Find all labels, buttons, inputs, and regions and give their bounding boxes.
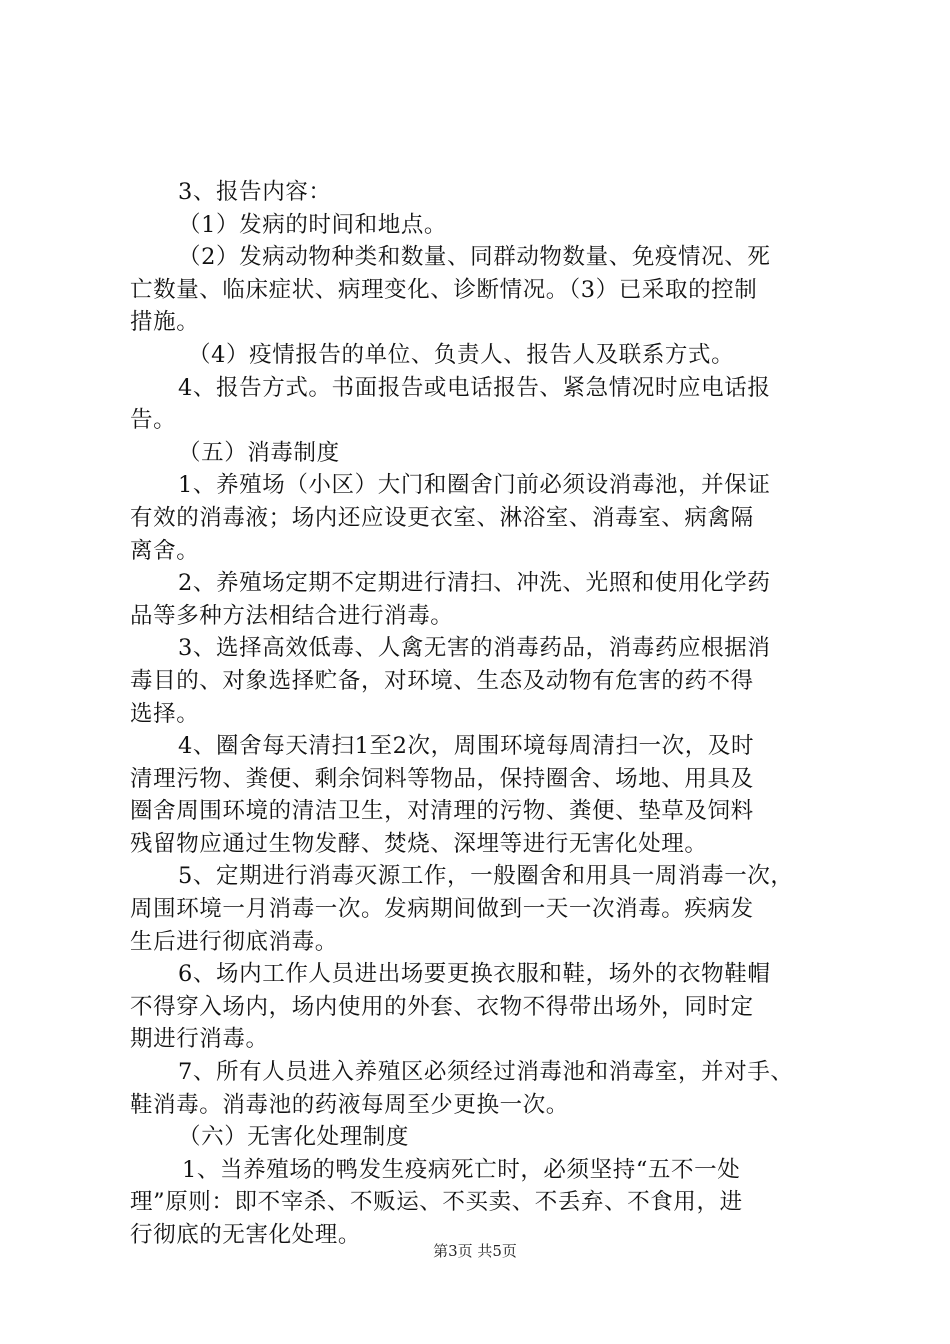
text-line: （五）消毒制度 [178,439,340,466]
text-line: 5、定期进行消毒灭源工作，一般圈舍和用具一周消毒一次， [178,863,794,890]
text-line: 7、所有人员进入养殖区必须经过消毒池和消毒室，并对手、 [178,1059,794,1086]
text-line: 1、当养殖场的鸭发生疫病死亡时，必须坚持“五不一处 [182,1156,741,1183]
text-line: 品等多种方法相结合进行消毒。 [130,602,454,629]
text-line: 毒目的、对象选择贮备，对环境、生态及动物有危害的药不得 [130,667,754,694]
text-line: 鞋消毒。消毒池的药液每周至少更换一次。 [130,1091,569,1118]
text-line: 清理污物、粪便、剩余饲料等物品，保持圈舍、场地、用具及 [130,765,754,792]
text-line: 理”原则：即不宰杀、不贩运、不买卖、不丢弃、不食用，进 [130,1189,743,1216]
text-line: 4、报告方式。书面报告或电话报告、紧急情况时应电话报 [178,374,771,401]
text-line: 3、选择高效低毒、人禽无害的消毒药品，消毒药应根据消 [178,635,771,662]
page-footer: 第3页 共5页 [433,1242,517,1260]
text-line: 亡数量、临床症状、病理变化、诊断情况。（3）已采取的控制 [130,276,758,303]
text-line: 3、报告内容： [178,179,332,205]
document-body [130,176,830,1252]
text-line: 有效的消毒液；场内还应设更衣室、淋浴室、消毒室、病禽隔 [130,504,754,531]
text-line: 生后进行彻底消毒。 [130,928,338,955]
text-line: 告。 [130,407,177,434]
text-line: （1）发病的时间和地点。 [178,211,448,238]
text-line: （4）疫情报告的单位、负责人、报告人及联系方式。 [188,341,735,368]
text-line: 措施。 [130,309,200,336]
text-line: 周围环境一月消毒一次。发病期间做到一天一次消毒。疾病发 [130,896,754,923]
text-line: 1、养殖场（小区）大门和圈舍门前必须设消毒池，并保证 [178,472,771,499]
text-line: 期进行消毒。 [130,1026,269,1053]
text-line: 残留物应通过生物发酵、焚烧、深埋等进行无害化处理。 [130,830,708,857]
text-line: 4、圈舍每天清扫1至2次，周围环境每周清扫一次，及时 [178,733,755,760]
text-line: 6、场内工作人员进出场要更换衣服和鞋，场外的衣物鞋帽 [178,961,771,988]
text-line: 选择。 [130,700,200,727]
text-line: （六）无害化处理制度 [178,1124,410,1151]
text-line: 离舍。 [130,537,200,564]
text-line: 不得穿入场内，场内使用的外套、衣物不得带出场外，同时定 [130,993,754,1020]
text-line: （2）发病动物种类和数量、同群动物数量、免疫情况、死 [178,244,771,271]
text-line: 圈舍周围环境的清洁卫生，对清理的污物、粪便、垫草及饲料 [130,798,754,825]
text-line: 2、养殖场定期不定期进行清扫、冲洗、光照和使用化学药 [178,570,771,597]
text-line: 行彻底的无害化处理。 [130,1222,362,1248]
